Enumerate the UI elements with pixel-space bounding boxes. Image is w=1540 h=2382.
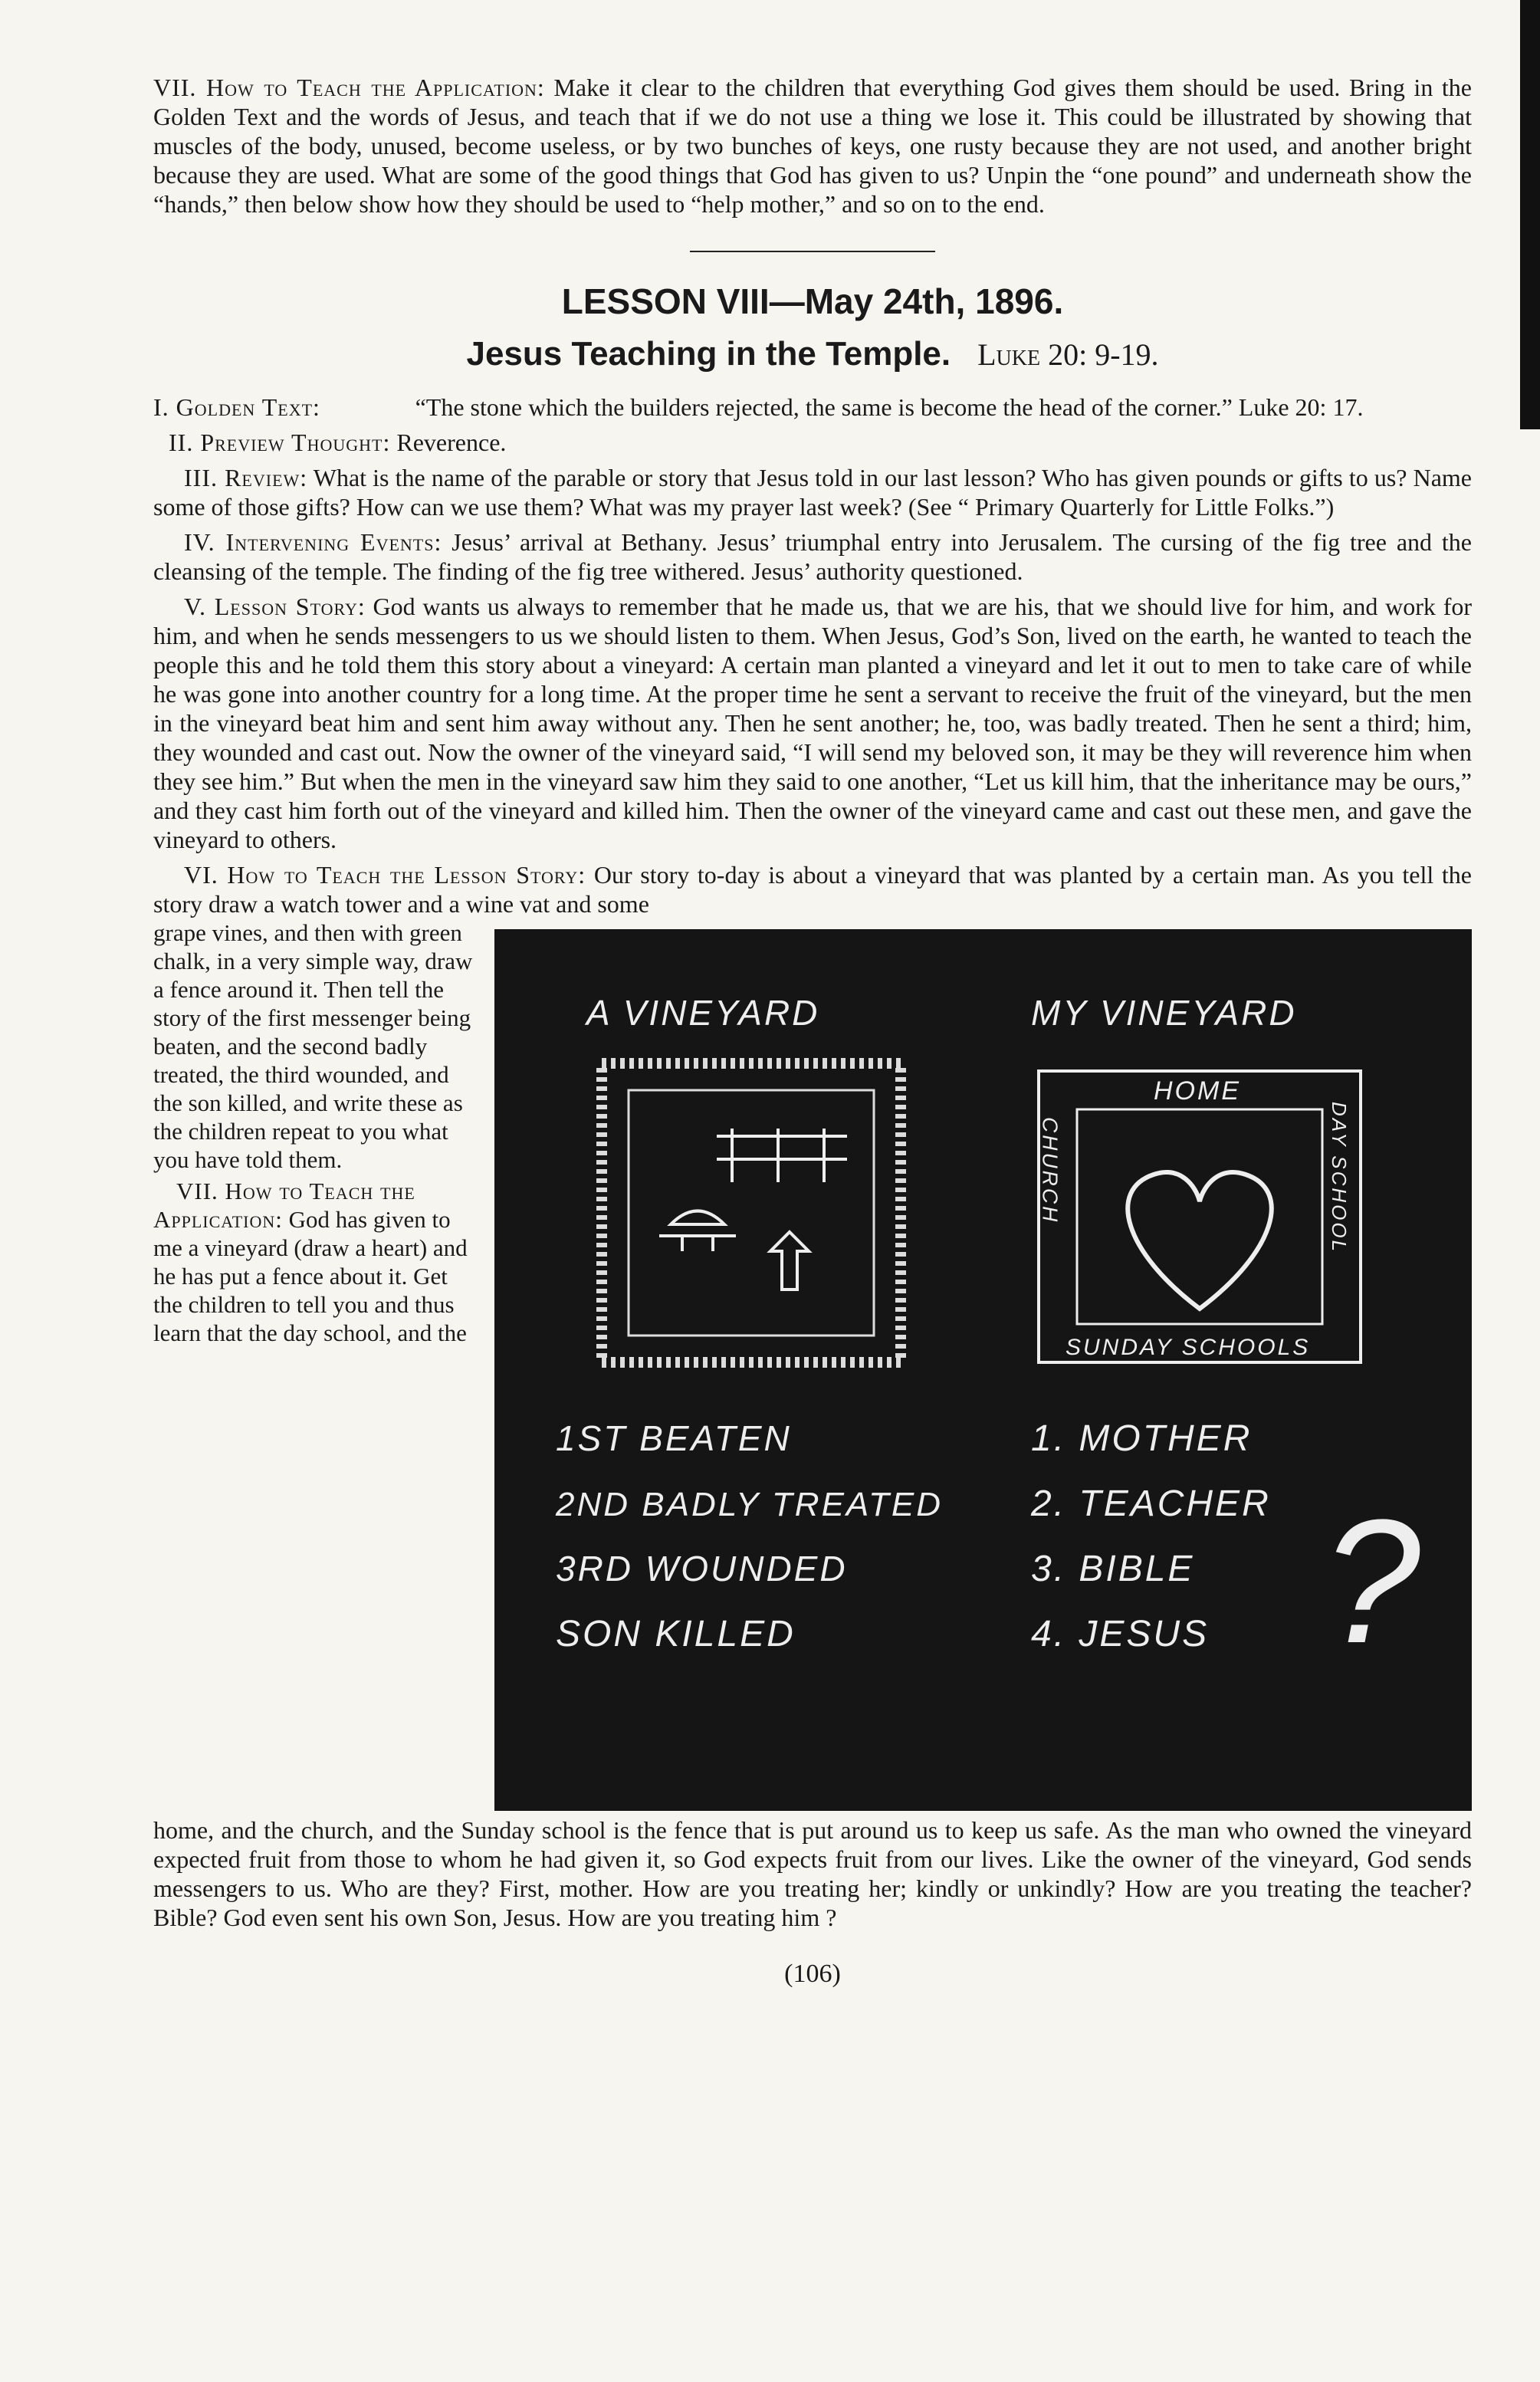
messenger-name: 4. JESUS (1031, 1614, 1210, 1654)
application-label: VII. How to Teach the Application: (153, 1178, 415, 1233)
howto-continued: grape vines, and then with green chalk, in a very simple way, draw a fence around it. Then tell the story of the first messenger being beaten, and the second badly treated, the third wounded, and the son killed, and write these as the children repeat to you what you have told them. (153, 919, 473, 1173)
application-section (153, 1177, 475, 1347)
wine-vat-icon (659, 1211, 736, 1252)
fence-top-label: HOME (1154, 1076, 1241, 1106)
application-continued: home, and the church, and the Sunday school is the fence that is put around us to keep us safe. As the man who owned the vineyard expected fruit from those to whom he had given it, so God expects fruit from our lives. Like the owner of the vineyard, God sends messengers to us. Who are they? First, mother. How are you treating her; kindly or unkindly? How are you treating the teacher? Bible? God even sent his own Son, Jesus. How are you treating him ? (153, 1816, 1472, 1931)
messenger-list (555, 1418, 943, 1654)
howto-text: Our story to-day is about a vineyard that was planted by a certain man. As you tell the story draw a watch tower and a wine vat and some (153, 861, 1473, 918)
events-label: IV. Intervening Events: (184, 528, 442, 556)
golden-text-section (153, 393, 1472, 422)
story-text: God wants us always to remember that he made us, that we are his, that we should live for him, and work for him, and when he sends messengers to us we should listen to them. When Jesus, God’s Son, lived on the earth, he wanted to teach the people this and he told them this story about a vineyard: A certain man planted a vineyard and let it out to men to take care of while he was gone into another country for a long time. At the proper time he sent a servant to receive the fruit of the vineyard, but the men in the vineyard beat him and sent him away without any. Then he sent another; he, too, was badly treated. Then he sent a third; him, they wounded and cast out. Now the owner of the vineyard said, “I will send my beloved son, it may be they will reverence him when they see him.” But when the men in the vineyard saw him they said to one another, “Let us kill him, that the inheritance may be ours,” and they cast him forth out of the vineyard and killed him. Then the owner of the vineyard came and cast out these men, and gave the vineyard to others. (153, 593, 1473, 853)
messenger-name: 3. BIBLE (1031, 1549, 1195, 1589)
lesson-subtitle (153, 333, 1472, 376)
messenger-item: 1ST BEATEN (556, 1418, 792, 1458)
preview-label: II. Preview Thought: (169, 429, 391, 456)
lesson-title: LESSON VIII—May 24th, 1896. (561, 281, 1064, 321)
messenger-name: 1. MOTHER (1031, 1418, 1253, 1459)
story-label: V. Lesson Story: (184, 593, 366, 620)
fence-right-label: DAY SCHOOL (1328, 1102, 1351, 1254)
preview-section (153, 428, 1472, 457)
preview-text: Reverence. (396, 429, 507, 456)
page-number: (106) (784, 1960, 841, 1988)
messenger-item: 2ND BADLY TREATED (556, 1486, 944, 1523)
fence-left-label: CHURCH (1038, 1117, 1062, 1224)
heart-icon (1128, 1172, 1272, 1309)
golden-text-label: I. Golden Text: (153, 393, 320, 421)
messenger-item: 3RD WOUNDED (556, 1549, 848, 1589)
review-label: III. Review: (184, 464, 308, 491)
golden-text: “The stone which the builders rejected, the same is become the head of the corner.” Luke 20: 17. (415, 393, 1364, 421)
my-vineyard-fence-icon (1039, 1071, 1361, 1362)
lesson-reference: Luke 20: 9-19. (977, 337, 1159, 372)
divider-rule (690, 251, 935, 252)
lesson-topic: Jesus Teaching in the Temple. (466, 335, 951, 373)
story-section (153, 592, 1472, 854)
messenger-names-list (1030, 1418, 1271, 1654)
events-section (153, 527, 1472, 586)
events-text: Jesus’ arrival at Bethany. Jesus’ triumphal entry into Jerusalem. The cursing of the fig tree and the cleansing of the temple. The finding of the fig tree withered. Jesus’ authority questioned. (153, 528, 1473, 585)
blackboard-illustration (494, 929, 1472, 1811)
board-left-heading: A VINEYARD (586, 993, 820, 1033)
board-right-heading: MY VINEYARD (1031, 993, 1297, 1033)
section-text: Make it clear to the children that everything God gives them should be used. Bring in the Golden Text and the words of Jesus, and teach that if we do not use a thing we lose it. This could be illustrated by showing that muscles of the body, unused, become useless, or by two bunches of keys, one rusty because they are not used, and another bright because they are used. What are some of the good things that God has given to us? Unpin the “one pound” and underneath show the “hands,” then below show how they should be used to “help mother,” and so on to the end. (153, 74, 1472, 218)
application-text: God has given to me a vineyard (draw a heart) and he has put a fence about it. Get the children to tell you and thus learn that the day school, and the (153, 1206, 468, 1346)
messenger-name: 2. TEACHER (1031, 1483, 1271, 1524)
messenger-item: SON KILLED (556, 1614, 796, 1654)
vineyard-fence-icon (602, 1063, 901, 1362)
howto-section (153, 860, 1472, 918)
fence-bottom-label: SUNDAY SCHOOLS (1066, 1335, 1311, 1360)
review-section (153, 463, 1472, 521)
question-mark: ? (1322, 1483, 1423, 1680)
grape-vine-icon (770, 1232, 809, 1290)
board-section (153, 918, 1472, 1815)
section-label: VII. How to Teach the Application: (153, 74, 545, 101)
blackboard-drawing (494, 929, 1472, 1811)
howto-label: VI. How to Teach the Lesson Story: (184, 861, 586, 889)
review-text: What is the name of the parable or story that Jesus told in our last lesson? Who has given pounds or gifts to us? Name some of those gifts? How can we use them? What was my prayer last week? (See “ Primary Quarterly for Little Folks.”) (153, 464, 1473, 521)
wrapped-text-column (153, 918, 475, 1347)
document-page (153, 73, 1472, 1989)
application-paragraph (153, 73, 1472, 218)
watch-tower-icon (717, 1129, 847, 1182)
page-edge-shadow (1520, 0, 1540, 429)
